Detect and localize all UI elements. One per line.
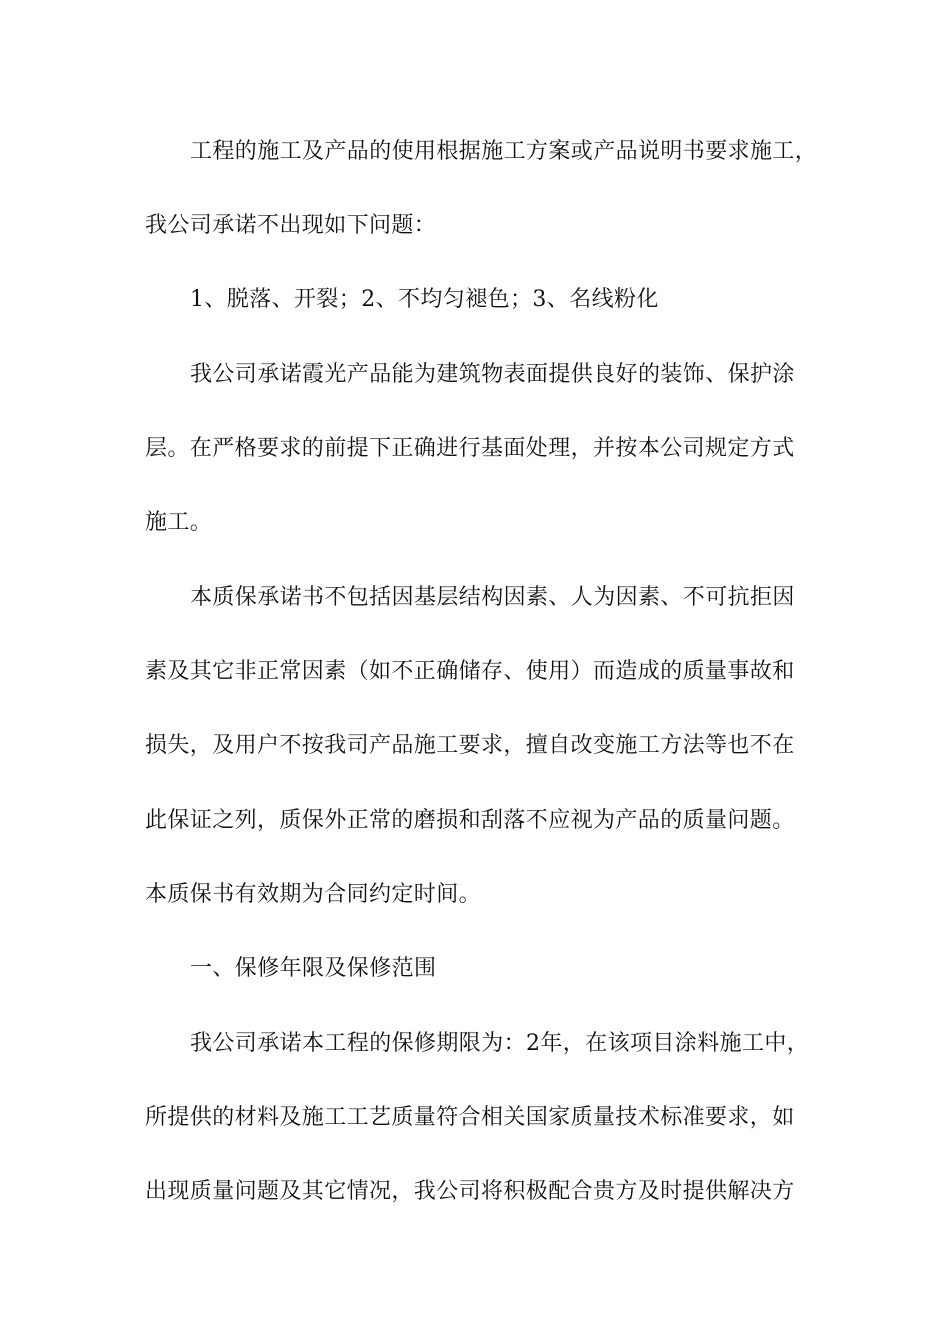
paragraph-line: 所提供的材料及施工工艺质量符合相关国家质量技术标准要求，如 [145,1105,795,1130]
paragraph-line: 我公司承诺霞光产品能为建筑物表面提供良好的装饰、保护涂 [190,362,795,387]
paragraph-line: 损失，及用户不按我司产品施工要求，擅自改变施工方法等也不在 [145,733,795,758]
paragraph-line: 我公司承诺不出现如下问题： [145,213,437,238]
paragraph-line: 本质保书有效期为合同约定时间。 [145,882,482,907]
paragraph-line: 本质保承诺书不包括因基层结构因素、人为因素、不可抗拒因 [190,585,795,610]
paragraph-line: 工程的施工及产品的使用根据施工方案或产品说明书要求施工， [190,139,818,164]
paragraph-line: 此保证之列，质保外正常的磨损和刮落不应视为产品的质量问题。 [145,808,795,833]
paragraph-line: 层。在严格要求的前提下正确进行基面处理，并按本公司规定方式 [145,436,795,461]
list-line: 1、脱落、开裂；2、不均匀褪色；3、名线粉化 [190,287,659,312]
section-heading: 一、保修年限及保修范围 [190,956,437,981]
paragraph-line: 素及其它非正常因素（如不正确储存、使用）而造成的质量事故和 [145,659,795,684]
paragraph-line: 施工。 [145,510,213,535]
paragraph-line: 我公司承诺本工程的保修期限为：2年，在该项目涂料施工中， [190,1031,810,1056]
paragraph-line: 出现质量问题及其它情况，我公司将积极配合贵方及时提供解决方 [145,1179,795,1204]
